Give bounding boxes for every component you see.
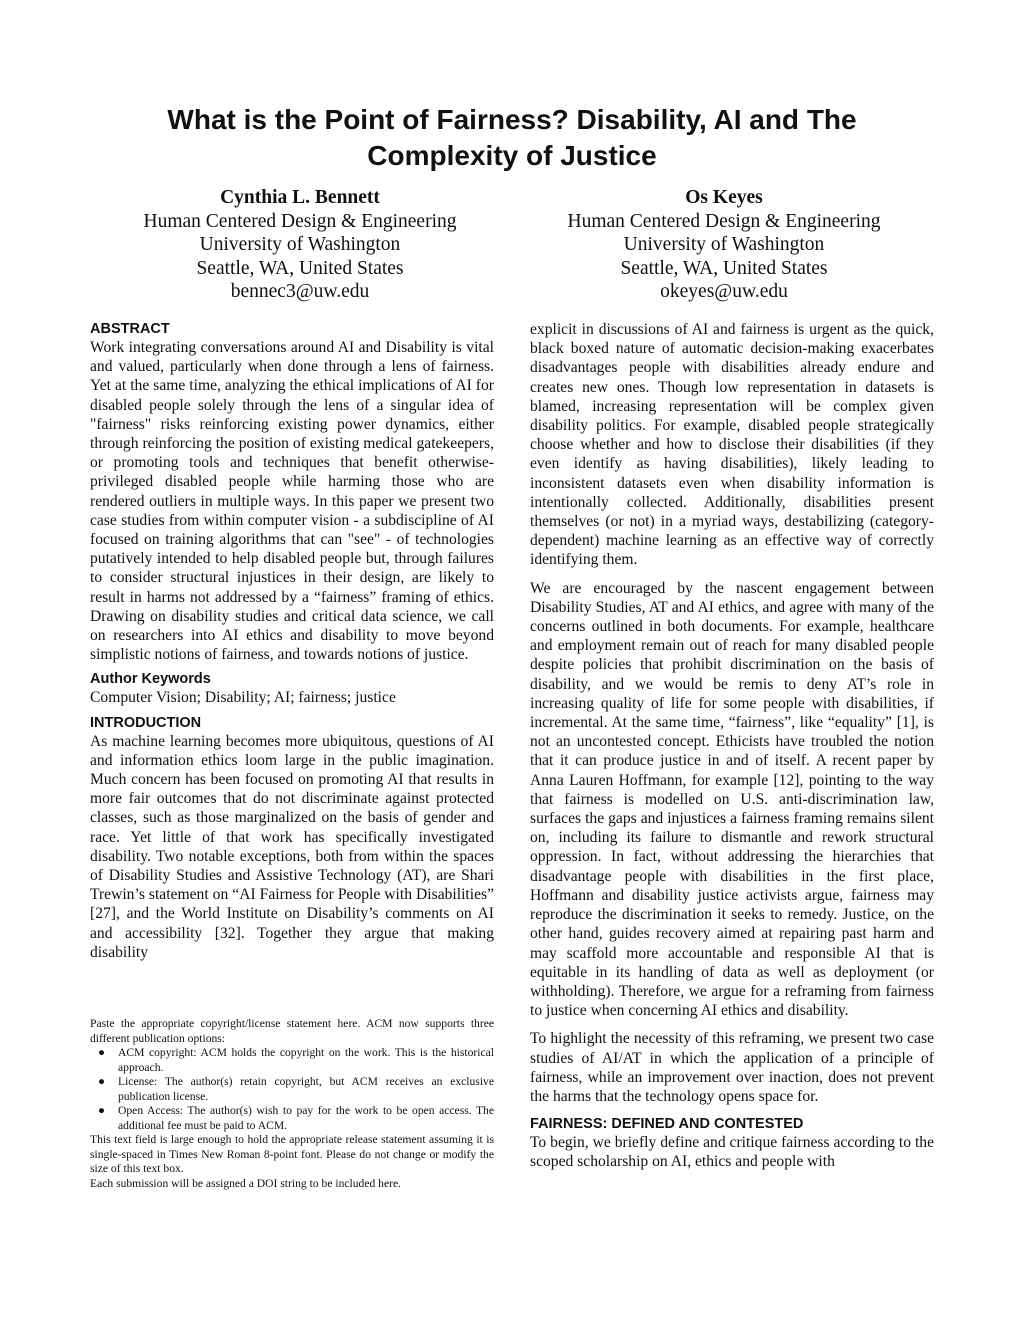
copyright-option: ● ACM copyright: ACM holds the copyright on the work. This is the historical approach. [98,1046,494,1074]
copyright-options [90,1046,494,1133]
author-block-2 [514,186,934,304]
author-university: University of Washington [623,234,825,255]
keywords-heading: Author Keywords [90,671,211,688]
author-university: University of Washington [199,234,401,255]
abstract-heading: ABSTRACT [90,321,170,337]
body-paragraph: explicit in discussions of AI and fairness is urgent as the quick, black boxed nature of automatic decision-making exacerbates disadvantages people with disabilities already endure and creates new ones. Though low representation in datasets is blamed, increasing representation will be complex given disability politics. For example, disabled people strategically choose whether and how to disclose their disabilities (if they even identify as having disabilities), likely leading to inconsistent datasets even when disability information is intentionally collected. Additionally, disabilities present themselves (or not) in a myriad ways, destabilizing (category-dependent) machine learning as an effective way of correctly identifying them. [530,321,934,569]
body-paragraph: We are encouraged by the nascent engagement between Disability Studies, AT and AI ethics, and agree with many of the concerns outlined in both documents. For example, healthcare and employment remain out of reach for many disabled people despite policies that prohibit discrimination on the basis of disability, and we would be remis to deny AT’s role in increasing quality of life for some people with disabilities, if incremental. At the same time, “fairness”, like “equality” [1], is not an uncontested concept. Ethicists have troubled the notion that it can produce justice in and of itself. A recent paper by Anna Lauren Hoffmann, for example [12], pointing to the way that fairness is modelled on U.S. anti-discrimination law, surfaces the gaps and injustices a fairness framing remains silent on, including its failure to dismantle and rework structural oppression. In fact, without addressing the hierarchies that disadvantage people with disabilities in the first place, Hoffmann and disability justice activists argue, fairness may reproduce the discrimination it seeks to remedy. Justice, on the other hand, guides recovery aimed at repairing past harm and may scaffold more accountable and responsible AI that is equitable in its handling of data as well as deployment (or withholding). Therefore, we argue for a reframing from fairness to justice when concerning AI ethics and disability. [530,579,934,1020]
author-location: Seattle, WA, United States [620,257,828,279]
author-location: Seattle, WA, United States [196,257,404,279]
body-paragraph: To begin, we briefly define and critique fairness according to the scoped scholarship on AI, ethics and people with [530,1134,934,1171]
bullet-icon: ● [98,1075,106,1088]
author-department: Human Centered Design & Engineering [567,210,881,232]
paper-title: What is the Point of Fairness? Disability, AI and The Complexity of Justice [167,104,857,171]
author-name: Cynthia L. Bennett [220,187,380,208]
author-name: Os Keyes [685,187,763,208]
bullet-icon: ● [98,1046,106,1059]
bullet-icon: ● [98,1104,106,1117]
introduction-heading: INTRODUCTION [90,714,202,731]
fairness-heading: FAIRNESS: DEFINED AND CONTESTED [530,1116,804,1133]
copyright-intro: Paste the appropriate copyright/license statement here. ACM now supports three different publication options: [90,1017,494,1045]
left-column [90,320,494,962]
author-department: Human Centered Design & Engineering [143,210,457,232]
copyright-option: ● Open Access: The author(s) wish to pay for the work to be open access. The additional fee must be paid to ACM. [98,1104,494,1132]
abstract-text: Work integrating conversations around AI and Disability is vital and valued, particularly when done through a lens of fairness. Yet at the same time, analyzing the ethical implications of AI for disabled people solely through the lens of a singular idea of "fairness" risks reinforcing existing power dynamics, either through reinforcing the position of existing medical gatekeepers, or promoting tools and techniques that benefit otherwise-privileged disabled people while harming those who are rendered outliers in multiple ways. In this paper we present two case studies from within computer vision - a subdiscipline of AI focused on training algorithms that can "see" - of technologies putatively intended to help disabled people but, through failures to consider structural injustices in their design, are likely to result in harms not addressed by a “fairness” framing of ethics. Drawing on disability studies and critical data science, we call on researchers into AI ethics and disability to move beyond simplistic notions of fairness, and towards notions of justice. [90,339,494,664]
right-column [530,320,934,1172]
author-block-1 [90,186,510,304]
keywords-text: Computer Vision; Disability; AI; fairness; justice [90,689,396,707]
copyright-note: This text field is large enough to hold the appropriate release statement assuming it is single-spaced in Times New Roman 8-point font. Please do not change or modify the size of this text box. [90,1133,494,1175]
doi-note: Each submission will be assigned a DOI string to be included here. [90,1176,402,1190]
body-paragraph: To highlight the necessity of this reframing, we present two case studies of AI/AT in which the application of a principle of fairness, while an improvement over inaction, does not prevent the harms that the technology opens space for. [530,1030,934,1105]
author-email[interactable]: okeyes@uw.edu [660,281,788,302]
copyright-option: ● License: The author(s) retain copyright, but ACM receives an exclusive publication license. [98,1075,494,1103]
copyright-box [90,1017,494,1191]
introduction-text: As machine learning becomes more ubiquitous, questions of AI and information ethics loom large in the public imagination. Much concern has been focused on promoting AI that results in more fair outcomes that do not discriminate against protected classes, such as those marginalized on the basis of gender and race. Yet little of that work has specifically investigated disability. Two notable exceptions, both from within the spaces of Disability Studies and Assistive Technology (AT), are Shari Trewin’s statement on “AI Fairness for People with Disabilities” [27], and the World Institute on Disability’s comments on AI and accessibility [32]. Together they argue that making disability [90,732,494,961]
author-email[interactable]: bennec3@uw.edu [230,281,370,302]
